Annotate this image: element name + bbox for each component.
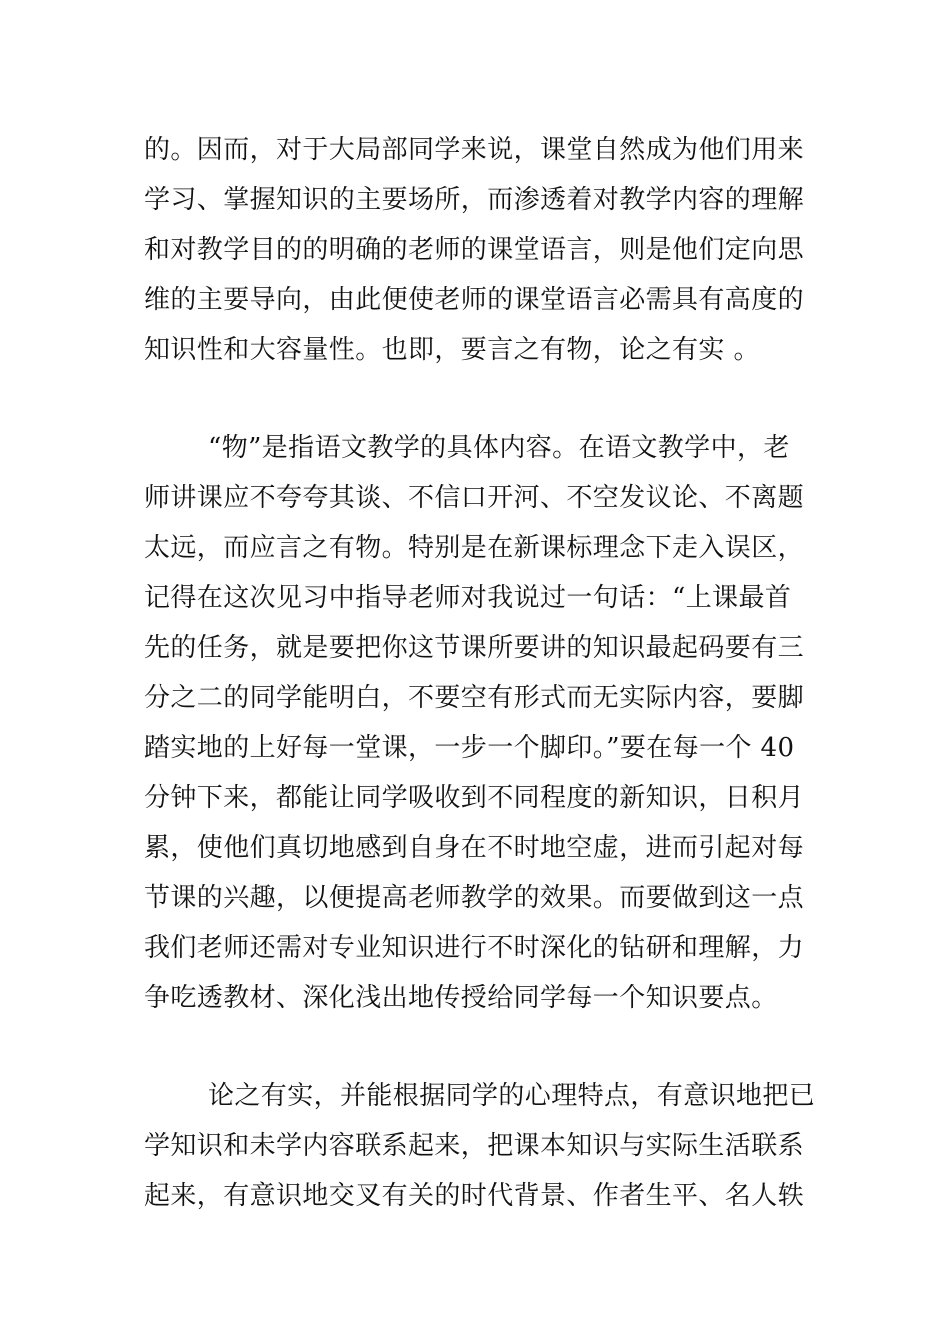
paragraph-2-line-2: 师讲课应不夸夸其谈、不信口开河、不空发议论、不离题 — [144, 483, 805, 513]
paragraph-3-line-2: 学知识和未学内容联系起来，把课本知识与实际生活联系 — [144, 1131, 805, 1161]
paragraph-2-line-5: 先的任务，就是要把你这节课所要讲的知识最起码要有三 — [144, 633, 805, 663]
paragraph-3-line-1: 论之有实，并能根据同学的心理特点，有意识地把已 — [208, 1081, 816, 1111]
paragraph-2-line-1: “物”是指语文教学的具体内容。在语文教学中，老 — [208, 433, 790, 463]
paragraph-2-line-10: 节课的兴趣，以便提高老师教学的效果。而要做到这一点 — [144, 883, 805, 913]
paragraph-1-line-2: 学习、掌握知识的主要场所，而渗透着对教学内容的理解 — [144, 185, 805, 215]
paragraph-2-line-4: 记得在这次见习中指导老师对我说过一句话：“上课最首 — [144, 583, 792, 613]
paragraph-1-line-3: 和对教学目的的明确的老师的课堂语言，则是他们定向思 — [144, 235, 805, 265]
paragraph-3-line-3: 起来，有意识地交叉有关的时代背景、作者生平、名人轶 — [144, 1181, 805, 1211]
paragraph-2-line-3: 太远，而应言之有物。特别是在新课标理念下走入误区， — [144, 533, 805, 563]
paragraph-2-line-6: 分之二的同学能明白，不要空有形式而无实际内容，要脚 — [144, 683, 805, 713]
paragraph-2-line-7: 踏实地的上好每一堂课，一步一个脚印。”要在每一个 40 — [144, 733, 795, 763]
paragraph-1-line-4: 维的主要导向，由此便使老师的课堂语言必需具有高度的 — [144, 285, 805, 315]
paragraph-2-line-9: 累，使他们真切地感到自身在不时地空虚，进而引起对每 — [144, 833, 805, 863]
paragraph-2-line-11: 我们老师还需对专业知识进行不时深化的钻研和理解，力 — [144, 933, 805, 963]
paragraph-2-line-12: 争吃透教材、深化浅出地传授给同学每一个知识要点。 — [144, 983, 778, 1013]
paragraph-1-line-5: 知识性和大容量性。也即，要言之有物，论之有实 。 — [144, 335, 760, 365]
paragraph-1-line-1: 的。因而，对于大局部同学来说，课堂自然成为他们用来 — [144, 135, 805, 165]
paragraph-2-line-8: 分钟下来，都能让同学吸收到不同程度的新知识，日积月 — [144, 783, 805, 813]
